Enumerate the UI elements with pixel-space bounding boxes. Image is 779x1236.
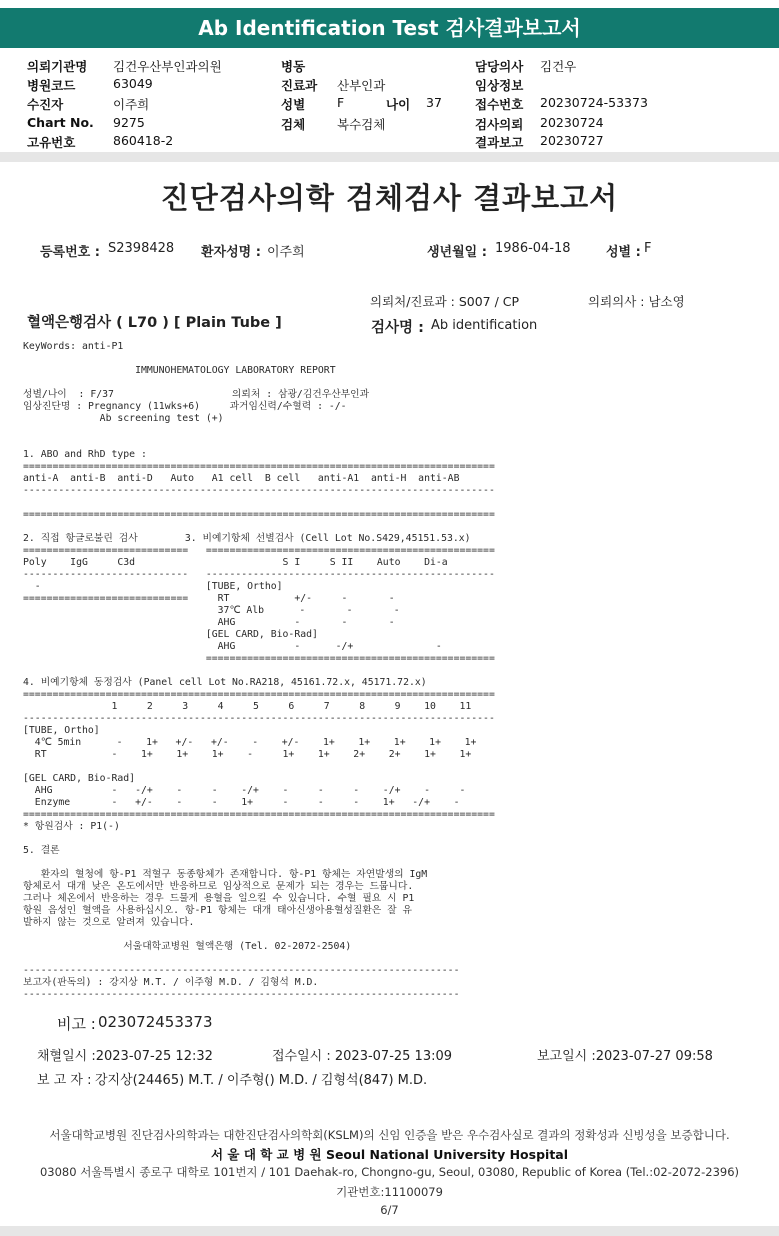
report-line: [GEL CARD, Bio-Rad]	[23, 629, 318, 640]
report-line: Ab screening test (+)	[23, 413, 224, 424]
sex-label: 성별 :	[606, 245, 641, 260]
report-line: AHG - - -	[23, 617, 395, 628]
lab-report-body	[23, 341, 495, 1001]
report-line	[23, 497, 495, 509]
report-line: ================================================================================	[23, 509, 495, 520]
hdr-label-department: 진료과	[281, 78, 318, 93]
report-line	[23, 833, 495, 845]
dept-info: 의뢰처/진료과 : S007 / CP	[370, 294, 520, 309]
hdr-value-chart-no: 9275	[113, 115, 145, 130]
report-line: 서울대학교병원 혈액은행 (Tel. 02-2072-2504)	[23, 941, 352, 952]
report-line: * 항원검사 : P1(-)	[23, 821, 120, 832]
report-line: 임상진단명 : Pregnancy (11wks+6) 과거임신력/수혈력 : -/-	[23, 401, 347, 412]
report-line: 발하지 않는 것으로 알려져 있습니다.	[23, 917, 195, 928]
hdr-label-chart-no: Chart No.	[27, 115, 94, 130]
report-line: AHG - -/+ - - -/+ - - - -/+ - -	[23, 785, 466, 796]
hdr-value-receipt-no: 20230724-53373	[540, 95, 648, 110]
dob-label: 생년월일 :	[427, 245, 487, 260]
hdr-value-hospital-code: 63049	[113, 76, 153, 91]
hdr-label-request-date: 검사의뢰	[475, 117, 524, 132]
certification-statement: 서울대학교병원 진단검사의학과는 대한진단검사의학회(KSLM)의 신임 인증을 받은 우수검사실로 결과의 정확성과 신빙성을 보증합니다.	[49, 1128, 730, 1142]
hdr-label-physician: 담당의사	[475, 59, 524, 74]
report-line: =================================================	[23, 653, 495, 664]
test-name-value: Ab identification	[431, 318, 538, 333]
report-line: 5. 결론	[23, 845, 60, 856]
institution-number: 기관번호:11100079	[336, 1185, 443, 1199]
report-line: [TUBE, Ortho]	[23, 725, 100, 736]
report-line: --------------------------------------------------------------------------------	[23, 485, 495, 496]
hdr-value-age: 37	[426, 95, 442, 110]
hdr-value-institution: 김건우산부인과의원	[113, 59, 222, 74]
hdr-label-institution: 의뢰기관명	[27, 59, 88, 74]
hospital-address: 03080 서울특별시 종로구 대학로 101번지 / 101 Daehak-ro, Chongno-gu, Seoul, 03080, Republic of Korea (Tel.:02-2072-2396)	[39, 1165, 740, 1179]
page-number: 6/7	[380, 1203, 399, 1217]
report-line: Poly IgG C3d S I S II Auto Di-a	[23, 557, 448, 568]
collect-datetime: 채혈일시 :2023-07-25 12:32	[37, 1049, 213, 1064]
page-bottom-band	[0, 1226, 779, 1236]
note-value: 023072453373	[98, 1013, 213, 1031]
report-line	[23, 353, 495, 365]
hdr-label-patient: 수진자	[27, 97, 64, 112]
report-line: 성별/나이 : F/37 의뢰처 : 삼광/김건우산부인과	[23, 389, 370, 400]
report-line: 1. ABO and RhD type :	[23, 449, 147, 460]
report-line: 보고자(판독의) : 강지상 M.T. / 이주형 M.D. / 김형석 M.D.	[23, 977, 319, 988]
report-line: ================================================================================	[23, 461, 495, 472]
hdr-value-physician: 김건우	[540, 59, 577, 74]
reg-no-value: S2398428	[108, 241, 175, 256]
report-line	[23, 761, 495, 773]
dob-value: 1986-04-18	[495, 241, 571, 256]
report-line: 37℃ Alb - - -	[23, 605, 400, 616]
hospital-name: 서 울 대 학 교 병 원 Seoul National University Hospital	[210, 1147, 569, 1162]
report-line: 2. 직접 항글로불린 검사 3. 비예기항체 선별검사 (Cell Lot No.S429,45151.53.x)	[23, 533, 471, 544]
reporter-value: 강지상(24465) M.T. / 이주형() M.D. / 김형석(847) M.D.	[95, 1073, 428, 1088]
report-line: Enzyme - +/- - - 1+ - - - 1+ -/+ -	[23, 797, 460, 808]
test-name-label: 검사명 :	[371, 320, 424, 336]
report-line: 4. 비예기항체 동정검사 (Panel cell Lot No.RA218, 45161.72.x, 45171.72.x)	[23, 677, 427, 688]
hdr-label-sex: 성별	[281, 97, 306, 112]
report-line	[23, 929, 495, 941]
reg-no-label: 등록번호 :	[40, 245, 100, 260]
report-line: --------------------------------------------------------------------------	[23, 965, 460, 976]
hdr-label-clinical-info: 임상정보	[475, 78, 524, 93]
report-line	[23, 857, 495, 869]
report-line: 그러나 체온에서 반응하는 경우 드물게 용혈을 일으킬 수 있습니다. 수혈 필요 시 P1	[23, 893, 415, 904]
report-line	[23, 377, 495, 389]
hdr-value-specimen: 복수검체	[337, 117, 386, 132]
hdr-value-unique-no: 860418-2	[113, 133, 174, 148]
report-line: [GEL CARD, Bio-Rad]	[23, 773, 136, 784]
report-line: 4℃ 5min - 1+ +/- +/- - +/- 1+ 1+ 1+ 1+ 1+	[23, 737, 477, 748]
report-line: RT - 1+ 1+ 1+ - 1+ 1+ 2+ 2+ 1+ 1+	[23, 749, 472, 760]
report-line: ---------------------------- -------------------------------------------------	[23, 569, 495, 580]
hdr-label-unique-no: 고유번호	[27, 135, 76, 150]
report-line: anti-A anti-B anti-D Auto A1 cell B cell anti-A1 anti-H anti-AB	[23, 473, 460, 484]
report-line: --------------------------------------------------------------------------------	[23, 713, 495, 724]
report-line: 1 2 3 4 5 6 7 8 9 10 11	[23, 701, 472, 712]
report-line: AHG - -/+ -	[23, 641, 442, 652]
report-datetime: 보고일시 :2023-07-27 09:58	[537, 1049, 713, 1064]
hdr-value-department: 산부인과	[337, 78, 386, 93]
hdr-label-ward: 병동	[281, 59, 306, 74]
hdr-label-report-date: 결과보고	[475, 135, 524, 150]
hdr-value-sex: F	[337, 95, 345, 110]
hdr-value-report-date: 20230727	[540, 133, 604, 148]
report-line: ================================================================================	[23, 809, 495, 820]
sex-value: F	[644, 241, 652, 256]
hdr-label-receipt-no: 접수번호	[475, 97, 524, 112]
report-banner-title: Ab Identification Test 검사결과보고서	[0, 8, 779, 48]
hdr-label-age: 나이	[386, 97, 411, 112]
report-line: - [TUBE, Ortho]	[23, 581, 283, 592]
report-line: ============================ RT +/- - -	[23, 593, 395, 604]
hdr-label-hospital-code: 병원코드	[27, 78, 76, 93]
reporter-label: 보 고 자 :	[37, 1073, 92, 1088]
hdr-label-specimen: 검체	[281, 117, 306, 132]
report-line	[23, 425, 495, 437]
section-title: 혈액은행검사 ( L70 ) [ Plain Tube ]	[27, 315, 282, 331]
report-line: 항체로서 대개 낮은 온도에서만 반응하므로 임상적으로 문제가 되는 경우는 드뭅니다.	[23, 881, 414, 892]
report-line: IMMUNOHEMATOLOGY LABORATORY REPORT	[23, 365, 336, 376]
report-line: KeyWords: anti-P1	[23, 341, 124, 352]
report-line	[23, 953, 495, 965]
report-line	[23, 437, 495, 449]
hdr-value-request-date: 20230724	[540, 115, 604, 130]
note-label: 비고 :	[57, 1015, 96, 1033]
report-line: 환자의 혈청에 항-P1 적혈구 동종항체가 존재합니다. 항-P1 항체는 자연발생의 IgM	[23, 869, 428, 880]
patient-name-value: 이주희	[267, 245, 305, 260]
receive-datetime: 접수일시 : 2023-07-25 13:09	[272, 1049, 453, 1064]
report-line	[23, 665, 495, 677]
report-line: ================================================================================	[23, 689, 495, 700]
requesting-doctor: 의뢰의사 : 남소영	[588, 294, 685, 309]
section-divider	[0, 152, 779, 162]
report-line: 항원 음성인 혈액을 사용하십시오. 항-P1 항체는 대개 태아신생아용혈성질환은 잘 유	[23, 905, 412, 916]
patient-name-label: 환자성명 :	[201, 245, 261, 260]
hdr-value-patient: 이주희	[113, 97, 150, 112]
report-line: --------------------------------------------------------------------------	[23, 989, 460, 1000]
report-line: ============================ =================================================	[23, 545, 495, 556]
report-line	[23, 521, 495, 533]
report-title: 진단검사의학 검체검사 결과보고서	[160, 181, 619, 215]
